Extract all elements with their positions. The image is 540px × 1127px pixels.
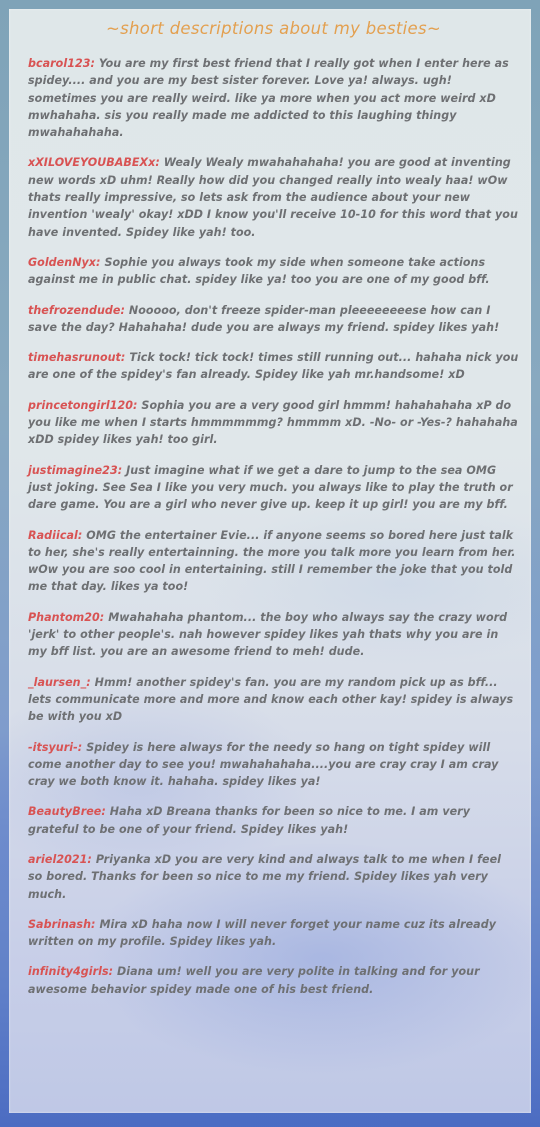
friend-username: Sabrinash: [28,917,96,931]
friend-username: timehasrunout: [28,351,126,365]
page-title: ~short descriptions about my besties~ [106,19,441,38]
list-item [28,397,519,449]
friend-description: Nooooo, don't freeze spider-man pleeeeeeeese how can I save the day? Hahahaha! dude you are always my friend. spidey likes yah! [28,303,500,334]
list-item [28,462,519,514]
list-item [28,302,519,337]
friend-username: ariel2021: [28,852,92,866]
friend-description: Hmm! another spidey's fan. you are my random pick up as bff... lets communicate more and more and know each other kay! spidey is always be with you xD [28,675,514,724]
friend-username: _laursen_: [28,675,91,689]
friend-description: Sophia you are a very good girl hmmm! hahahahaha xP do you like me when I starts hmmmmmmg? hmmmm xD. -No- or -Yes-? hahahaha xDD spidey likes yah! too girl. [28,398,518,447]
descriptions-panel [9,9,531,1113]
list-item [28,349,519,384]
list-item [28,916,519,951]
friend-username: xXILOVEYOUBABEXx: [28,156,160,170]
friend-username: Phantom20: [28,610,105,624]
friend-description: Tick tock! tick tock! times still running out... hahaha nick you are one of the spidey's fan already. Spidey like yah mr.handsome! xD [28,351,519,382]
list-item [28,154,519,240]
list-item [28,803,519,838]
list-item [28,674,519,726]
friend-username: infinity4girls: [28,965,114,979]
list-item [28,55,519,141]
friend-username: Radiical: [28,528,83,542]
friend-description: Spidey is here always for the needy so hang on tight spidey will come another day to see you! mwahahahaha....you are cray cray I am cray cray we both know it. hahaha. spidey likes ya! [28,740,499,789]
friend-description: You are my first best friend that I really got when I enter here as spidey.... and you are my best sister forever. Love ya! always. ugh! sometimes you are really weird. like ya more when you act more weird xD mwhahaha. sis you really made me addicted to this laughing thingy mwahahahaha. [28,57,509,140]
list-item [28,527,519,596]
list-item [28,254,519,289]
friend-description: Wealy Wealy mwahahahaha! you are good at inventing new words xD uhm! Really how did you changed really into wealy haa! wOw thats really impressive, so lets ask from the audience about your new invention 'wealy' okay! xDD I know you'll receive 10-10 for this word that you have invented. Spidey like yah! too. [28,156,518,239]
friend-username: thefrozendude: [28,303,125,317]
friend-username: -itsyuri-: [28,740,83,754]
friend-username: BeautyBree: [28,805,106,819]
friend-description: Mwahahaha phantom... the boy who always say the crazy word 'jerk' to other people's. nah however spidey likes yah thats why you are in my bff list. you are an awesome friend to meh! dude. [28,610,508,659]
friend-username: princetongirl120: [28,398,138,412]
friend-description: Just imagine what if we get a dare to jump to the sea OMG just joking. See Sea I like you very much. you always like to play the truth or dare game. You are a girl who never give up. keep it up girl! you are my bff. [28,463,513,512]
list-item [28,739,519,791]
friend-username: GoldenNyx: [28,255,101,269]
friend-description: Sophie you always took my side when someone take actions against me in public chat. spidey like ya! too you are one of my good bff. [28,255,490,287]
friend-description: Priyanka xD you are very kind and always talk to me when I feel so bored. Thanks for been so nice to me my friend. Spidey likes yah very much. [28,852,501,901]
friend-description: OMG the entertainer Evie... if anyone seems so bored here just talk to her, she's really entertainning. the more you talk more you learn from her. wOw you are soo cool in entertaining. still I remember the joke that you told me that day. likes ya too! [28,528,516,594]
friend-description: Haha xD Breana thanks for been so nice to me. I am very grateful to be one of your friend. Spidey likes yah! [28,805,470,836]
list-item [28,609,519,661]
entries-list [28,55,519,998]
friend-description: Mira xD haha now I will never forget your name cuz its already written on my profile. Spidey likes yah. [28,917,496,949]
friend-username: justimagine23: [28,463,123,477]
friend-description: Diana um! well you are very polite in talking and for your awesome behavior spidey made one of his best friend. [28,965,480,996]
list-item [28,851,519,903]
friend-username: bcarol123: [28,57,95,70]
list-item [28,963,519,998]
